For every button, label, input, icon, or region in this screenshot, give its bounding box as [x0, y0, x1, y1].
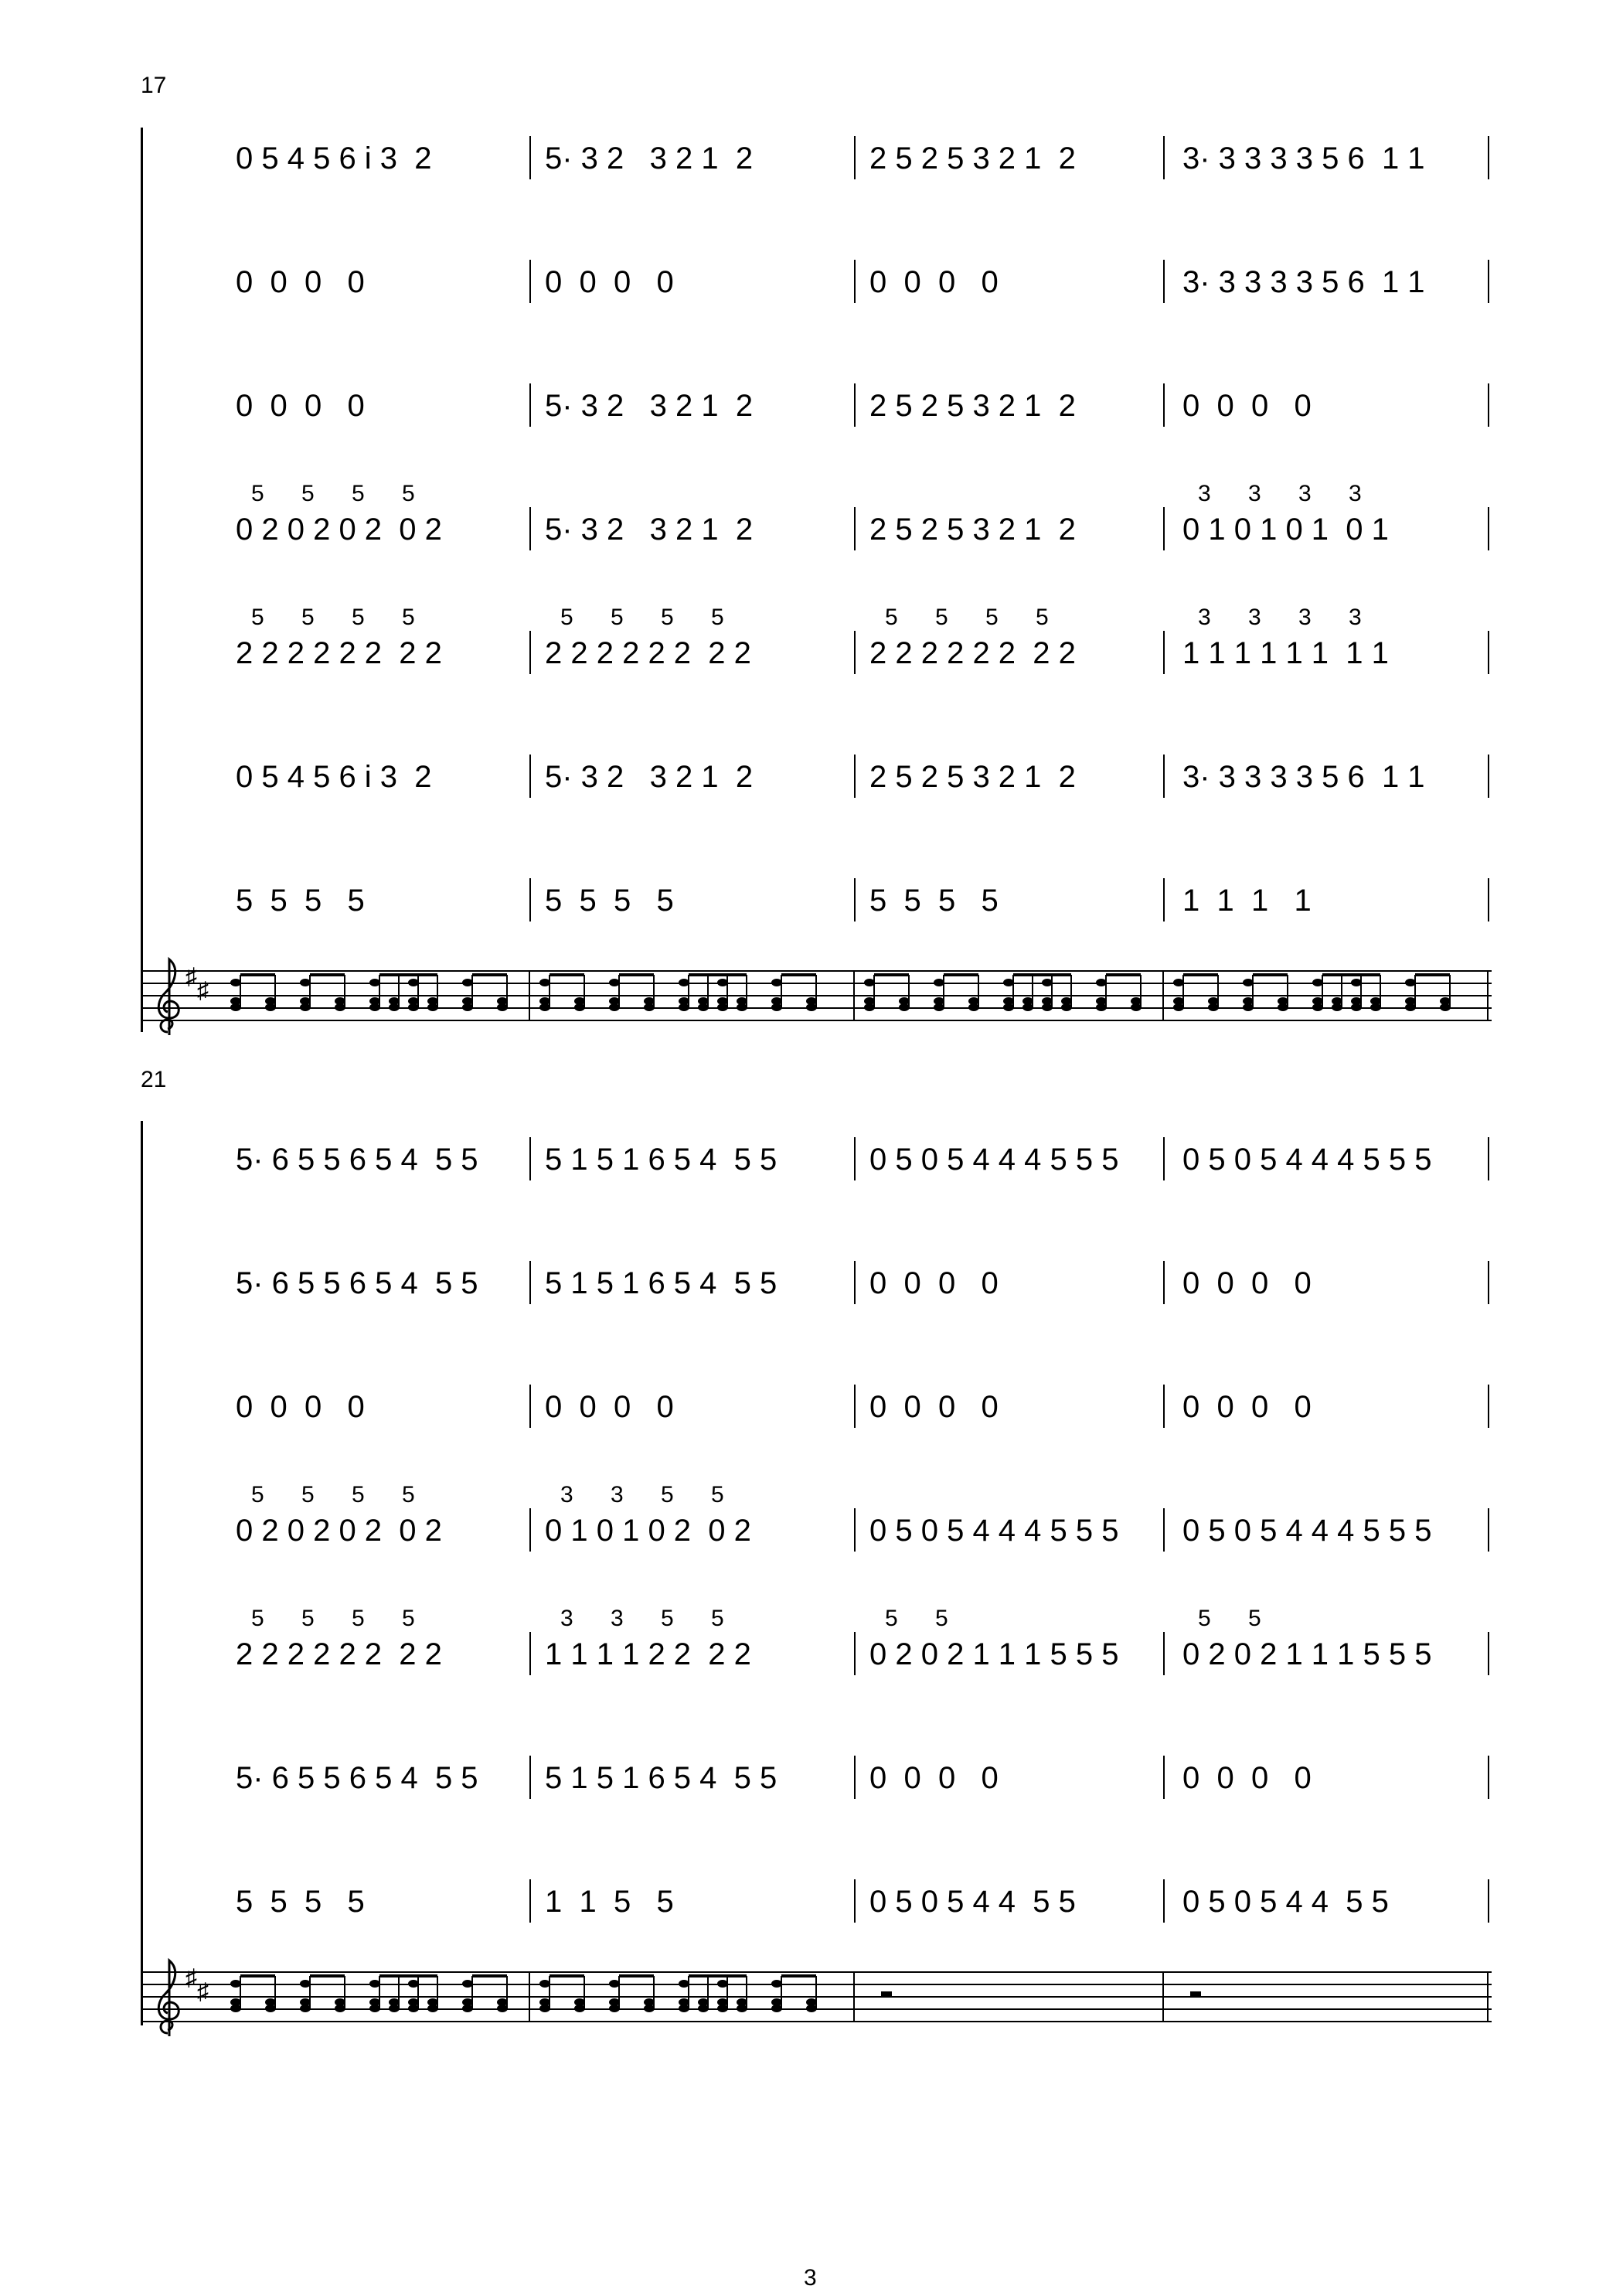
note-head [1096, 1003, 1107, 1011]
measure-notes: 5· 6 5 5 6 5 4 5 5 [236, 1761, 478, 1795]
measure-notes: 0 2 0 2 1 1 1 5 5 5 [869, 1637, 1119, 1671]
measure-notes: 5 5 5 5 [236, 1885, 365, 1919]
barline [1488, 1137, 1489, 1180]
barline [1488, 1385, 1489, 1428]
note-head [1042, 1003, 1053, 1011]
barline [529, 631, 531, 674]
measure-notes: 0 0 0 0 [236, 389, 365, 423]
note-head [574, 1003, 585, 1011]
note-head [1022, 1003, 1033, 1011]
note-head [574, 2005, 585, 2012]
barline [854, 1261, 856, 1304]
note-head [1332, 1003, 1342, 1011]
note-head [369, 1003, 380, 1011]
note-head [717, 1980, 728, 1988]
measure-notes: 5· 3 2 3 2 1 2 [545, 389, 754, 423]
barline [1163, 878, 1165, 921]
barline [1163, 755, 1165, 798]
measure-notes: 0 0 0 0 [236, 265, 365, 299]
barline [529, 1261, 531, 1304]
staff-notation [143, 964, 1492, 1032]
rest-symbol [1190, 1991, 1201, 1996]
measure-notes: 0 2 0 2 0 2 0 2 [236, 1514, 442, 1548]
barline [1163, 1137, 1165, 1180]
chord-upper-notes: 3 3 3 3 [1198, 605, 1362, 630]
note-head [369, 2005, 380, 2012]
chord-upper-notes: 5 5 5 5 [251, 605, 415, 630]
note-head [1173, 1003, 1184, 1011]
note-head [1351, 1003, 1362, 1011]
measure-notes: 5· 6 5 5 6 5 4 5 5 [236, 1266, 478, 1300]
note-head [389, 2005, 400, 2012]
note-head [462, 979, 473, 986]
chord-upper-notes: 5 5 [1198, 1606, 1261, 1631]
measure-notes: 1 1 1 1 2 2 2 2 [545, 1637, 751, 1671]
numbered-notation-row [0, 1751, 1623, 1805]
numbered-notation-row [0, 1482, 1623, 1558]
note-head [462, 2005, 473, 2012]
barline [1488, 755, 1489, 798]
note-head [408, 1003, 419, 1011]
note-head [644, 2005, 655, 2012]
chord-upper-notes: 3 3 5 5 [560, 1606, 724, 1631]
barline [854, 1879, 856, 1923]
numbered-notation-row [0, 1875, 1623, 1929]
page-number: 3 [804, 2265, 817, 2291]
note-head [462, 1003, 473, 1011]
barline [1163, 631, 1165, 674]
measure-notes: 5 5 5 5 [545, 884, 674, 918]
measure-notes: 2 5 2 5 3 2 1 2 [869, 513, 1076, 547]
measure-notes: 2 5 2 5 3 2 1 2 [869, 389, 1076, 423]
note-head [1042, 979, 1053, 986]
note-head [1312, 979, 1323, 986]
note-head [644, 1003, 655, 1011]
barline [529, 1879, 531, 1923]
note-head [698, 2005, 709, 2012]
note-head [427, 2005, 438, 2012]
barline [854, 260, 856, 303]
note-head [497, 2005, 508, 2012]
measure-notes: 0 5 0 5 4 4 5 5 [1182, 1885, 1389, 1919]
barline [1163, 1632, 1165, 1675]
note-head [1370, 1003, 1381, 1011]
key-signature-sharp-icon: ♯ [197, 1979, 209, 2005]
note-head [369, 1980, 380, 1988]
barline [854, 878, 856, 921]
note-head [771, 2005, 782, 2012]
note-head [968, 1003, 979, 1011]
chord-upper-notes: 5 5 5 5 [560, 605, 724, 630]
barline [529, 507, 531, 550]
note-head [1173, 979, 1184, 986]
note-head [265, 1003, 276, 1011]
note-head [679, 979, 689, 986]
note-head [771, 979, 782, 986]
note-head [539, 1003, 550, 1011]
staff-notes [143, 970, 1492, 1032]
numbered-notation-row [0, 1380, 1623, 1434]
barline [1163, 507, 1165, 550]
measure-notes: 2 2 2 2 2 2 2 2 [545, 636, 751, 670]
measure-notes: 0 5 0 5 4 4 5 5 [869, 1885, 1076, 1919]
measure-notes: 0 0 0 0 [869, 1266, 999, 1300]
note-head [539, 1980, 550, 1988]
note-head [1061, 1003, 1072, 1011]
numbered-notation-row [0, 750, 1623, 804]
note-head [1243, 1003, 1254, 1011]
barline [529, 1632, 531, 1675]
measure-notes: 3· 3 3 3 3 5 6 1 1 [1182, 760, 1425, 794]
measure-notes: 0 0 0 0 [236, 1390, 365, 1424]
barline [1163, 1508, 1165, 1552]
measure-notes: 0 2 0 2 1 1 1 5 5 5 [1182, 1637, 1432, 1671]
note-head [609, 2005, 620, 2012]
note-head [1312, 1003, 1323, 1011]
numbered-notation-row [0, 874, 1623, 928]
barline [854, 1756, 856, 1799]
note-head [1243, 979, 1254, 986]
note-head [427, 1003, 438, 1011]
barline [854, 507, 856, 550]
measure-notes: 5 1 5 1 6 5 4 5 5 [545, 1266, 777, 1300]
note-head [1405, 979, 1416, 986]
note-head [679, 1980, 689, 1988]
barline [1488, 1261, 1489, 1304]
measure-notes: 0 0 0 0 [545, 1390, 674, 1424]
barline [529, 260, 531, 303]
barline [1488, 383, 1489, 427]
measure-number: 21 [141, 1067, 167, 1092]
staff-notation [143, 1965, 1492, 2033]
barline [529, 755, 531, 798]
note-head [300, 2005, 311, 2012]
barline [529, 878, 531, 921]
note-head [497, 1003, 508, 1011]
note-head [1208, 1003, 1219, 1011]
chord-upper-notes: 5 5 5 5 [251, 1482, 415, 1507]
barline [1163, 260, 1165, 303]
measure-notes: 2 5 2 5 3 2 1 2 [869, 141, 1076, 175]
numbered-notation-row [0, 1256, 1623, 1310]
measure-notes: 5 1 5 1 6 5 4 5 5 [545, 1143, 777, 1177]
key-signature-sharp-icon: ♯ [185, 964, 197, 990]
note-head [300, 979, 311, 986]
note-head [899, 1003, 910, 1011]
measure-notes: 0 2 0 2 0 2 0 2 [236, 513, 442, 547]
chord-upper-notes: 3 3 5 5 [560, 1482, 724, 1507]
barline [854, 1137, 856, 1180]
measure-notes: 0 1 0 1 0 2 0 2 [545, 1514, 751, 1548]
numbered-notation-row [0, 605, 1623, 680]
note-head [300, 1980, 311, 1988]
note-head [408, 979, 419, 986]
measure-notes: 0 5 0 5 4 4 4 5 5 5 [1182, 1514, 1432, 1548]
note-head [1278, 1003, 1288, 1011]
numbered-notation-row [0, 1606, 1623, 1681]
measure-notes: 5· 6 5 5 6 5 4 5 5 [236, 1143, 478, 1177]
numbered-notation-row [0, 1133, 1623, 1187]
note-head [539, 979, 550, 986]
barline [1488, 1879, 1489, 1923]
note-head [864, 1003, 875, 1011]
note-head [698, 1003, 709, 1011]
note-head [265, 2005, 276, 2012]
barline [1163, 1756, 1165, 1799]
barline [854, 136, 856, 179]
note-head [230, 1980, 241, 1988]
note-head [609, 1003, 620, 1011]
measure-notes: 0 0 0 0 [1182, 389, 1312, 423]
barline [529, 1756, 531, 1799]
numbered-notation-row [0, 131, 1623, 186]
barline [1488, 1756, 1489, 1799]
measure-notes: 0 0 0 0 [1182, 1266, 1312, 1300]
note-head [369, 979, 380, 986]
barline [1163, 136, 1165, 179]
barline [1488, 1632, 1489, 1675]
note-head [408, 1980, 419, 1988]
barline [854, 383, 856, 427]
note-head [1003, 979, 1014, 986]
barline [529, 383, 531, 427]
chord-upper-notes: 5 5 5 5 [251, 481, 415, 506]
barline [1488, 260, 1489, 303]
key-signature-sharp-icon: ♯ [197, 978, 209, 1003]
note-head [609, 1980, 620, 1988]
barline [854, 1632, 856, 1675]
measure-number: 17 [141, 73, 167, 98]
barline [529, 136, 531, 179]
barline [1163, 383, 1165, 427]
rest-symbol [881, 1991, 892, 1996]
note-head [335, 1003, 345, 1011]
numbered-notation-row [0, 255, 1623, 309]
note-head [806, 2005, 817, 2012]
barline [1488, 1508, 1489, 1552]
measure-notes: 0 5 4 5 6 i 3 2 [236, 760, 432, 794]
note-head [1131, 1003, 1142, 1011]
note-head [300, 1003, 311, 1011]
measure-notes: 0 0 0 0 [1182, 1390, 1312, 1424]
note-head [737, 1003, 747, 1011]
measure-notes: 2 2 2 2 2 2 2 2 [236, 636, 442, 670]
barline [1163, 1385, 1165, 1428]
measure-notes: 3· 3 3 3 3 5 6 1 1 [1182, 141, 1425, 175]
note-head [462, 1980, 473, 1988]
note-head [1405, 1003, 1416, 1011]
measure-notes: 0 0 0 0 [869, 1390, 999, 1424]
note-head [609, 979, 620, 986]
measure-notes: 1 1 1 1 [1182, 884, 1312, 918]
note-head [806, 1003, 817, 1011]
measure-notes: 3· 3 3 3 3 5 6 1 1 [1182, 265, 1425, 299]
note-head [230, 979, 241, 986]
staff-notes [143, 1971, 1492, 2033]
measure-notes: 0 0 0 0 [869, 265, 999, 299]
note-head [1096, 979, 1107, 986]
barline [854, 1385, 856, 1428]
barline [1488, 507, 1489, 550]
note-head [1003, 1003, 1014, 1011]
note-head [335, 2005, 345, 2012]
measure-notes: 5· 3 2 3 2 1 2 [545, 513, 754, 547]
measure-notes: 5 1 5 1 6 5 4 5 5 [545, 1761, 777, 1795]
measure-notes: 2 5 2 5 3 2 1 2 [869, 760, 1076, 794]
chord-upper-notes: 3 3 3 3 [1198, 481, 1362, 506]
measure-notes: 5 5 5 5 [236, 884, 365, 918]
measure-notes: 0 5 0 5 4 4 4 5 5 5 [869, 1143, 1119, 1177]
measure-notes: 0 0 0 0 [545, 265, 674, 299]
note-head [934, 979, 944, 986]
barline [529, 1508, 531, 1552]
measure-notes: 0 0 0 0 [869, 1761, 999, 1795]
note-head [539, 2005, 550, 2012]
barline [1488, 878, 1489, 921]
barline [529, 1385, 531, 1428]
note-head [771, 1003, 782, 1011]
measure-notes: 1 1 1 1 1 1 1 1 [1182, 636, 1389, 670]
note-head [717, 979, 728, 986]
note-head [408, 2005, 419, 2012]
note-head [934, 1003, 944, 1011]
numbered-notation-row [0, 379, 1623, 433]
measure-notes: 2 2 2 2 2 2 2 2 [236, 1637, 442, 1671]
barline [1488, 631, 1489, 674]
barline [1163, 1261, 1165, 1304]
measure-notes: 0 0 0 0 [1182, 1761, 1312, 1795]
measure-notes: 5 5 5 5 [869, 884, 999, 918]
note-head [1351, 979, 1362, 986]
barline [1163, 1879, 1165, 1923]
measure-notes: 1 1 5 5 [545, 1885, 674, 1919]
chord-upper-notes: 5 5 5 5 [885, 605, 1049, 630]
chord-upper-notes: 5 5 [885, 1606, 948, 1631]
note-head [717, 1003, 728, 1011]
barline [854, 755, 856, 798]
barline [1488, 136, 1489, 179]
note-head [679, 2005, 689, 2012]
measure-notes: 0 1 0 1 0 1 0 1 [1182, 513, 1389, 547]
note-head [230, 1003, 241, 1011]
key-signature-sharp-icon: ♯ [185, 1965, 197, 1991]
note-head [771, 1980, 782, 1988]
measure-notes: 0 5 0 5 4 4 4 5 5 5 [869, 1514, 1119, 1548]
measure-notes: 0 5 0 5 4 4 4 5 5 5 [1182, 1143, 1432, 1177]
note-head [230, 2005, 241, 2012]
note-head [737, 2005, 747, 2012]
measure-notes: 2 2 2 2 2 2 2 2 [869, 636, 1076, 670]
barline [854, 631, 856, 674]
measure-notes: 0 5 4 5 6 i 3 2 [236, 141, 432, 175]
measure-notes: 5· 3 2 3 2 1 2 [545, 141, 754, 175]
note-head [864, 979, 875, 986]
note-head [679, 1003, 689, 1011]
chord-upper-notes: 5 5 5 5 [251, 1606, 415, 1631]
barline [854, 1508, 856, 1552]
note-head [1440, 1003, 1451, 1011]
note-head [389, 1003, 400, 1011]
measure-notes: 5· 3 2 3 2 1 2 [545, 760, 754, 794]
numbered-notation-row [0, 481, 1623, 557]
barline [529, 1137, 531, 1180]
note-head [717, 2005, 728, 2012]
